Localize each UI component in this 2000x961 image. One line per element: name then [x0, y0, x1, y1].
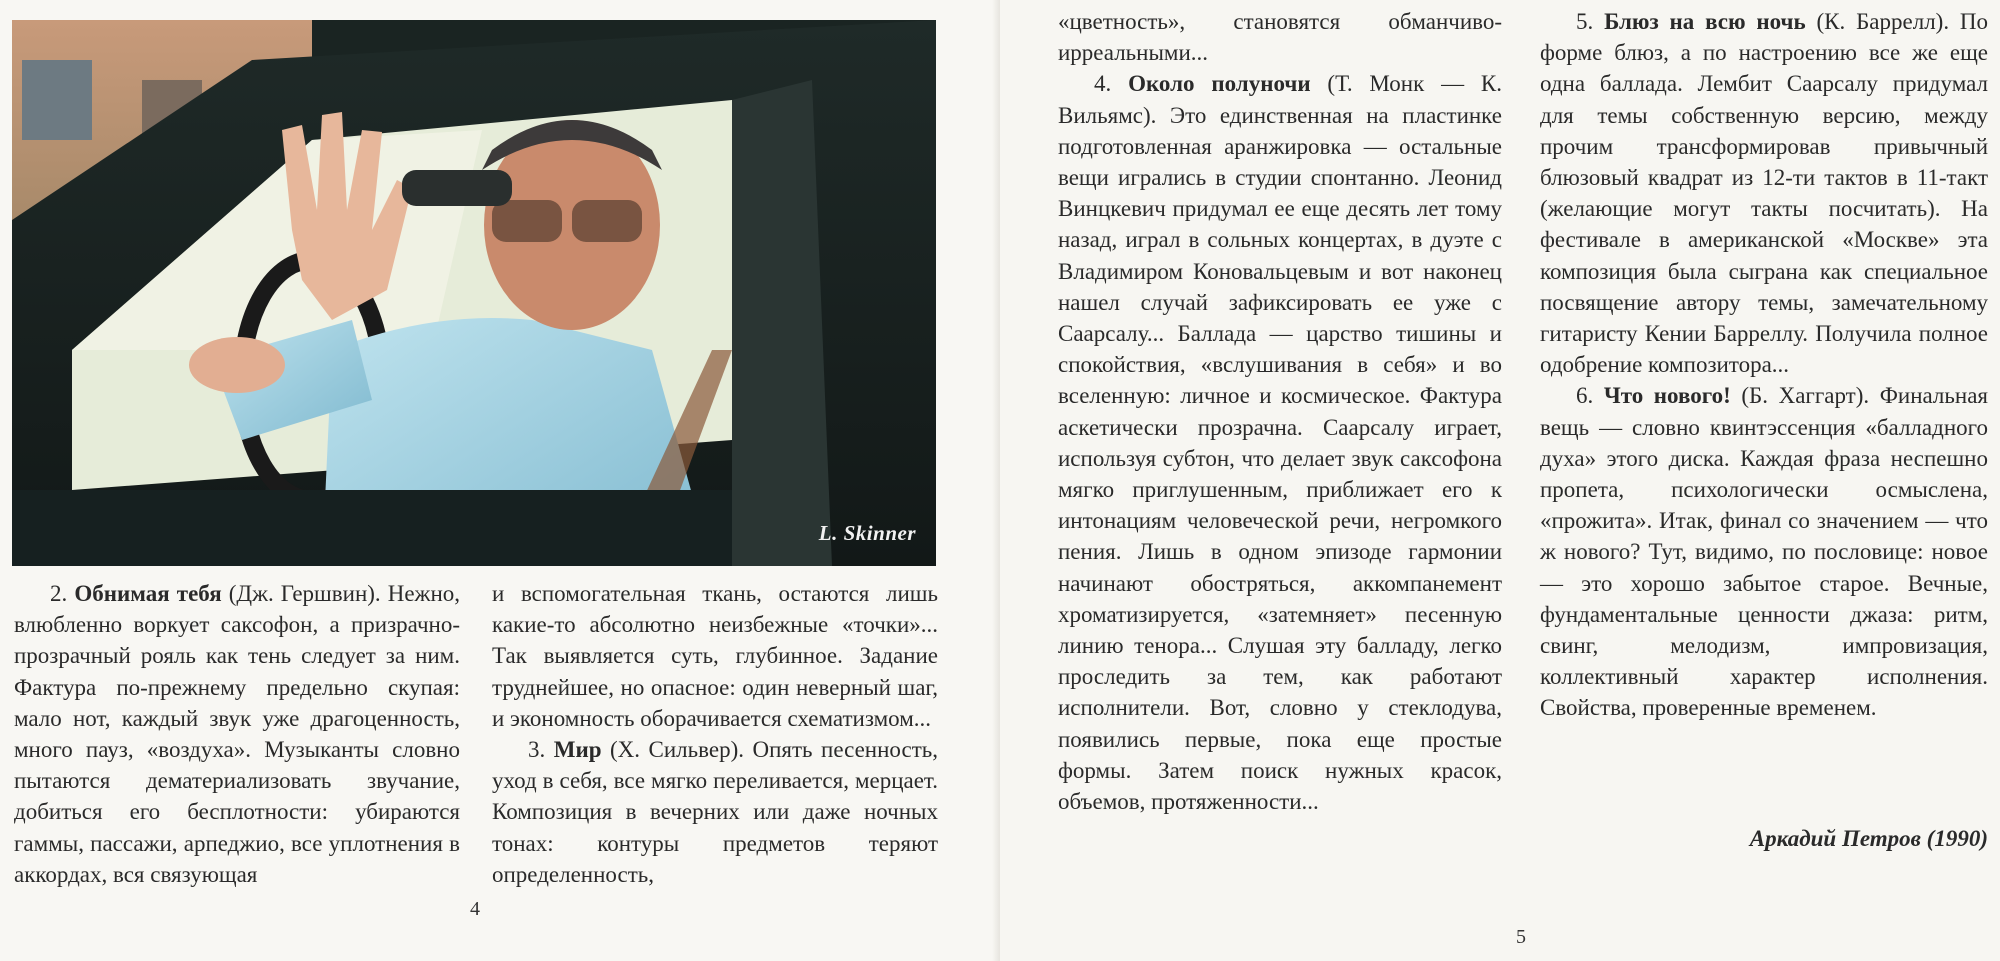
- track-4-title: Около полуночи: [1128, 71, 1311, 97]
- track-2-continuation: и вспомогательная ткань, остаются лишь какие-то абсолютно неизбежные «точки»... Так выявляется суть, глубинное. Задание труднейшее, но опасное: один неверный шаг, и экономность оборачивается схематизмом...: [492, 581, 938, 731]
- car-photo: [12, 20, 936, 566]
- left-column-2: [492, 578, 938, 890]
- track-6-title: Что нового!: [1603, 383, 1731, 409]
- track-3-paragraph: 3. Мир (Х. Сильвер). Опять песенность, уход в себя, все мягко переливается, мерцает. Композиция в вечерних или даже ночных тонах: контуры предметов теряют определенность,: [492, 737, 938, 887]
- man-in-car-waving-photo-icon: [12, 20, 936, 566]
- track-5-title: Блюз на всю ночь: [1604, 9, 1806, 34]
- track-2-paragraph: 2. Обнимая тебя (Дж. Гершвин). Нежно, влюбленно воркует саксофон, а призрачно-прозрачный рояль как тень следует за ним. Фактура по-прежнему предельно скупая: мало нот, каждый звук уже драгоценность, много пауз, «воздуха». Музыканты словно пытаются дематериализовать звучание, добиться его бесплотности: убираются гаммы, пассажи, арпеджио, все уплотнения в аккордах, вся связующая: [14, 581, 461, 887]
- track-3-continuation: «цветность», становятся обманчиво-ирреальными...: [1058, 9, 1502, 66]
- right-page: [1000, 0, 2000, 961]
- track-6-paragraph: 6. Что нового! (Б. Хаггарт). Финальная вещь — словно квинтэссенция «балладного духа» этого диска. Каждая фраза неспешно пропета, психологически осмыслена, «прожита». Итак, финал со значением — что ж нового? Тут, видимо, по пословице: новое — это хорошо забытое старое. Вечные, фундаментальные ценности джаза: ритм, свинг, мелодизм, импровизация, коллективный характер исполнения. Свойства, проверенные временем.: [1540, 383, 1988, 721]
- track-5-paragraph: 5. Блюз на всю ночь (К. Баррелл). По форме блюз, а по настроению все же еще одна баллада. Лембит Саарсалу придумал для темы собственную версию, между прочим трансформировав привычный блюзовый квадрат из 12-ти тактов в 11-такт (желающие могут такты посчитать). На фестивале в американской «Москве» эта композиция была сыграна как специальное посвящение автору темы, замечательному гитаристу Кении Барреллу. Получила полное одобрение композитора...: [1540, 9, 1989, 378]
- page-number-left: 4: [470, 898, 480, 920]
- track-2-title: Обнимая тебя: [74, 581, 222, 606]
- page-number-right: 5: [1516, 926, 1526, 948]
- left-column-1: [14, 578, 460, 890]
- right-column-2: [1540, 6, 1988, 724]
- track-3-title: Мир: [553, 737, 602, 763]
- right-column-1: [1058, 6, 1502, 817]
- author-signature: Аркадий Петров (1990): [1749, 826, 1988, 851]
- track-4-paragraph: 4. Около полуночи (Т. Монк — К. Вильямс). Это единственная на пластинке подготовленная аранжировка — остальные вещи игрались в студии спонтанно. Леонид Винцкевич придумал ее еще десять лет тому назад, играл в сольных концертах, в дуэте с Владимиром Коновальцевым и вот наконец нашел случай зафиксировать ее уже с Саарсалу... Баллада — царство тишины и спокойствия, «вслушивания в себя» и во вселенную: личное и космическое. Фактура аскетически прозрачна. Саарсалу играет, используя субтон, что делает звук саксофона мягко приглушенным, приближает его к интонациям человеческой речи, негромкого пения. Лишь в одном эпизоде гармонии начинают обостряться, аккомпанемент хроматизируется, «затемняет» песенную линию тенора... Слушая эту балладу, легко проследить за тем, как работают исполнители. Вот, словно у стеклодува, появились первые, пока еще простые формы. Затем поиск нужных красок, объемов, протяженности...: [1058, 71, 1502, 815]
- photo-credit: L. Skinner: [818, 521, 916, 545]
